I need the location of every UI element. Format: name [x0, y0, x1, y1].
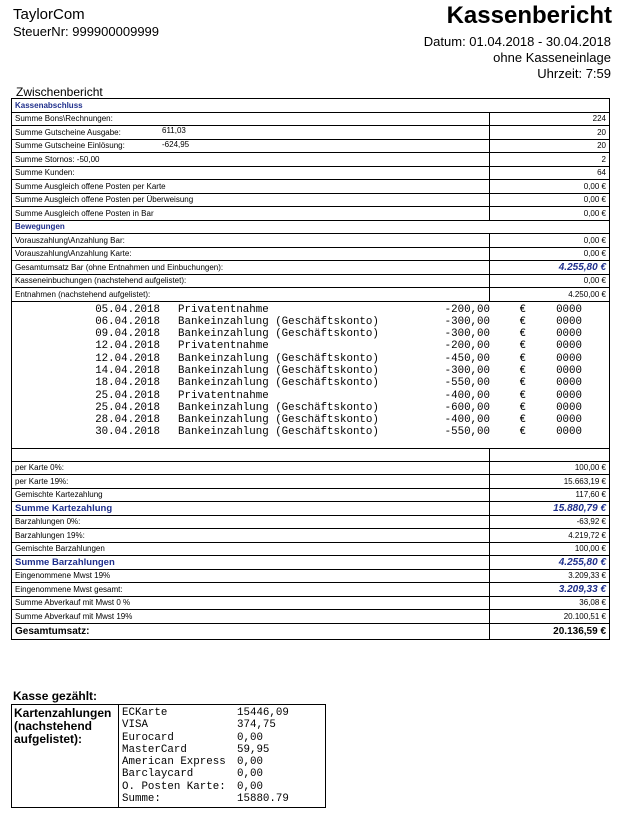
- row-label-cell: [12, 180, 490, 194]
- report-row: [12, 542, 610, 556]
- row-label: Eingenommene Mwst gesamt:: [15, 584, 123, 594]
- entry-code: 0000: [556, 328, 582, 341]
- row-value: 0,00 €: [490, 193, 610, 207]
- report-row: [12, 153, 610, 167]
- report-row: [12, 556, 610, 570]
- entry-currency: €: [519, 303, 526, 316]
- entry-amount: -200,00: [444, 340, 490, 353]
- list-item: [12, 304, 609, 316]
- row-label: Gemischte Kartezahlung: [15, 490, 103, 500]
- report-subtitle: Zwischenbericht: [16, 85, 103, 99]
- report-row: [12, 502, 610, 516]
- entry-code: 0000: [556, 377, 582, 390]
- row-value: 4.255,80 €: [490, 556, 610, 570]
- row-value: 64: [490, 166, 610, 180]
- report-row: [12, 288, 610, 302]
- entry-text: Privatentnahme: [178, 340, 269, 353]
- list-item: [12, 353, 609, 365]
- report-row: [12, 515, 610, 529]
- entry-code: 0000: [556, 303, 582, 316]
- entry-date: 25.04.2018: [95, 389, 160, 402]
- entry-text: Bankeinzahlung (Geschäftskonto): [178, 364, 379, 377]
- report-row: [12, 166, 610, 180]
- report-note: ohne Kasseneinlage: [493, 50, 611, 65]
- entry-amount: -550,00: [444, 426, 490, 439]
- row-label: Summe Bons\Rechnungen:: [15, 114, 113, 124]
- report-row: [12, 193, 610, 207]
- row-label-cell: [12, 261, 490, 275]
- list-item: [122, 756, 322, 768]
- list-item: [12, 390, 609, 402]
- entry-text: Bankeinzahlung (Geschäftskonto): [178, 328, 379, 341]
- entry-amount: -550,00: [444, 377, 490, 390]
- entry-currency: €: [519, 414, 526, 427]
- row-mid-value: -624,95: [162, 139, 190, 149]
- report-row: [12, 596, 610, 610]
- row-label-cell: [12, 139, 490, 153]
- card-name: Summe:: [122, 793, 161, 806]
- row-label: Summe Gutscheine Einlösung:: [15, 141, 125, 151]
- row-value: 3.209,33 €: [490, 569, 610, 583]
- list-item: [122, 707, 322, 719]
- row-value: 0,00 €: [490, 207, 610, 221]
- row-label-cell: [12, 475, 490, 489]
- row-label-cell: [12, 112, 490, 126]
- row-value: 0,00 €: [490, 234, 610, 248]
- row-label-cell: [12, 488, 490, 502]
- report-row: [12, 126, 610, 140]
- row-label: Barzahlungen 0%:: [15, 517, 81, 527]
- entry-text: Bankeinzahlung (Geschäftskonto): [178, 414, 379, 427]
- report-row: [12, 207, 610, 221]
- report-row: [12, 569, 610, 583]
- card-value: 374,75: [237, 719, 276, 732]
- report-row: [12, 475, 610, 489]
- row-label-cell: [12, 502, 490, 516]
- list-item: [12, 328, 609, 340]
- card-value: 0,00: [237, 731, 263, 744]
- row-value: 20: [490, 139, 610, 153]
- row-label: Summe Gutscheine Ausgabe:: [15, 127, 121, 137]
- list-item: [122, 793, 322, 805]
- company-name: TaylorCom: [13, 6, 85, 23]
- entry-date: 05.04.2018: [95, 303, 160, 316]
- row-value: 20: [490, 126, 610, 140]
- entry-amount: -400,00: [444, 389, 490, 402]
- row-label: Summe Stornos: -50,00: [15, 154, 100, 164]
- list-item: [12, 316, 609, 328]
- row-label-cell: [12, 193, 490, 207]
- report-row: [12, 180, 610, 194]
- row-label-cell: [12, 126, 490, 140]
- entry-amount: -300,00: [444, 364, 490, 377]
- row-value: 117,60 €: [490, 488, 610, 502]
- card-name: ECKarte: [122, 707, 168, 719]
- row-value: 3.209,33 €: [490, 583, 610, 597]
- list-item: [122, 781, 322, 793]
- entry-currency: €: [519, 401, 526, 414]
- list-item: [122, 744, 322, 756]
- report-time: Uhrzeit: 7:59: [537, 66, 611, 81]
- row-label: Summe Kartezahlung: [15, 502, 113, 514]
- list-item: [122, 768, 322, 780]
- report-title: Kassenbericht: [446, 2, 612, 29]
- row-label-cell: [12, 569, 490, 583]
- entry-currency: €: [519, 389, 526, 402]
- entry-text: Bankeinzahlung (Geschäftskonto): [178, 377, 379, 390]
- entry-currency: €: [519, 340, 526, 353]
- row-value: 4.219,72 €: [490, 529, 610, 543]
- row-label-cell: [12, 596, 490, 610]
- row-label-cell: [12, 529, 490, 543]
- report-row: [12, 261, 610, 275]
- report-row: [12, 583, 610, 597]
- report-row: [12, 234, 610, 248]
- card-value: 15446,09: [237, 707, 289, 719]
- row-label: Entnahmen (nachstehend aufgelistet):: [15, 289, 151, 299]
- card-name: Barclaycard: [122, 768, 194, 781]
- entry-date: 25.04.2018: [95, 401, 160, 414]
- entry-currency: €: [519, 364, 526, 377]
- row-label: Summe Ausgleich offene Posten per Überweisung: [15, 195, 194, 205]
- entry-currency: €: [519, 315, 526, 328]
- section-kassenabschluss: [12, 99, 610, 113]
- row-value: 100,00 €: [490, 461, 610, 475]
- entry-amount: -600,00: [444, 401, 490, 414]
- entry-date: 28.04.2018: [95, 414, 160, 427]
- entry-date: 09.04.2018: [95, 328, 160, 341]
- row-value: 15.880,79 €: [490, 502, 610, 516]
- row-label: Vorauszahlung\Anzahlung Bar:: [15, 235, 125, 245]
- card-name: Eurocard: [122, 731, 174, 744]
- row-value: -63,92 €: [490, 515, 610, 529]
- kasse-title: Kasse gezählt:: [13, 689, 98, 703]
- list-item: [12, 365, 609, 377]
- list-item: [12, 340, 609, 352]
- row-label: Gesamtumsatz Bar (ohne Entnahmen und Einbuchungen):: [15, 262, 224, 272]
- spacer-cell: [490, 448, 610, 461]
- row-label-cell: [12, 288, 490, 302]
- row-label-cell: [12, 234, 490, 248]
- row-value: 20.100,51 €: [490, 610, 610, 624]
- report-row: [12, 461, 610, 475]
- row-label: Vorauszahlung\Anzahlung Karte:: [15, 249, 132, 259]
- row-label-cell: [12, 247, 490, 261]
- row-label: Summe Abverkauf mit Mwst 19%: [15, 611, 133, 621]
- spacer-cell: [12, 448, 490, 461]
- entry-amount: -300,00: [444, 328, 490, 341]
- list-item: [122, 719, 322, 731]
- row-label-cell: [12, 274, 490, 288]
- report-row: [12, 139, 610, 153]
- kasse-left-label: Kartenzahlungen (nachstehend aufgelistet):: [12, 705, 119, 808]
- list-item: [12, 414, 609, 426]
- row-label-cell: [12, 542, 490, 556]
- report-table: [11, 98, 610, 640]
- entry-code: 0000: [556, 389, 582, 402]
- entry-code: 0000: [556, 364, 582, 377]
- entry-text: Privatentnahme: [178, 303, 269, 316]
- report-row: [12, 529, 610, 543]
- row-value: 15.663,19 €: [490, 475, 610, 489]
- row-value: 100,00 €: [490, 542, 610, 556]
- report-row: [12, 112, 610, 126]
- report-row: [12, 274, 610, 288]
- entnahmen-list-row: [12, 301, 610, 448]
- row-label-cell: [12, 207, 490, 221]
- section-kassenabschluss-label: Kassenabschluss: [12, 99, 610, 113]
- row-label: Barzahlungen 19%:: [15, 530, 85, 540]
- row-value: 4.250,00 €: [490, 288, 610, 302]
- entnahmen-list: [12, 301, 610, 448]
- row-value: 4.255,80 €: [490, 261, 610, 275]
- row-value: 0,00 €: [490, 247, 610, 261]
- entry-amount: -400,00: [444, 414, 490, 427]
- entry-date: 06.04.2018: [95, 315, 160, 328]
- card-name: VISA: [122, 719, 148, 732]
- entry-code: 0000: [556, 401, 582, 414]
- entry-date: 14.04.2018: [95, 364, 160, 377]
- row-label: Summe Kunden:: [15, 168, 75, 178]
- entry-currency: €: [519, 352, 526, 365]
- row-value: 2: [490, 153, 610, 167]
- list-item: [12, 402, 609, 414]
- entry-date: 18.04.2018: [95, 377, 160, 390]
- tax-number: SteuerNr: 999900009999: [13, 24, 160, 39]
- row-mid-value: 611,03: [162, 126, 186, 135]
- card-value: 0,00: [237, 768, 263, 781]
- row-label-cell: [12, 556, 490, 570]
- list-item: [122, 732, 322, 744]
- entry-code: 0000: [556, 340, 582, 353]
- kasse-table: [11, 704, 326, 808]
- card-value: 0,00: [237, 780, 263, 793]
- row-label: per Karte 19%:: [15, 476, 69, 486]
- row-label-cell: [12, 166, 490, 180]
- section-bewegungen-label: Bewegungen: [12, 220, 610, 234]
- row-label: Kasseneinbuchungen (nachstehend aufgelistet):: [15, 276, 187, 286]
- row-value: 224: [490, 112, 610, 126]
- row-label-cell: [12, 153, 490, 167]
- card-value: 15880.79: [237, 793, 289, 806]
- row-label-cell: [12, 461, 490, 475]
- row-value: 36,08 €: [490, 596, 610, 610]
- entry-amount: -200,00: [444, 303, 490, 316]
- row-label-cell: [12, 623, 490, 639]
- row-value: 20.136,59 €: [490, 623, 610, 639]
- row-label: Summe Abverkauf mit Mwst 0 %: [15, 598, 131, 608]
- row-label: Summe Ausgleich offene Posten per Karte: [15, 181, 166, 191]
- entry-date: 12.04.2018: [95, 352, 160, 365]
- card-value: 0,00: [237, 756, 263, 769]
- report-row: [12, 247, 610, 261]
- row-value: 0,00 €: [490, 180, 610, 194]
- card-name: MasterCard: [122, 743, 187, 756]
- entry-currency: €: [519, 377, 526, 390]
- entry-code: 0000: [556, 414, 582, 427]
- card-value: 59,95: [237, 743, 270, 756]
- entry-currency: €: [519, 328, 526, 341]
- entry-code: 0000: [556, 315, 582, 328]
- report-row: [12, 610, 610, 624]
- entry-text: Bankeinzahlung (Geschäftskonto): [178, 352, 379, 365]
- row-label-cell: [12, 515, 490, 529]
- list-item: [12, 426, 609, 438]
- card-name: O. Posten Karte:: [122, 780, 226, 793]
- entry-amount: -450,00: [444, 352, 490, 365]
- entry-date: 30.04.2018: [95, 426, 160, 439]
- card-name: American Express: [122, 756, 226, 769]
- entry-currency: €: [519, 426, 526, 439]
- row-label: Gesamtumsatz:: [15, 625, 90, 637]
- report-period: Datum: 01.04.2018 - 30.04.2018: [423, 34, 611, 49]
- section-bewegungen: [12, 220, 610, 234]
- entry-code: 0000: [556, 426, 582, 439]
- row-label: Gemischte Barzahlungen: [15, 544, 105, 554]
- list-item: [12, 377, 609, 389]
- entry-text: Privatentnahme: [178, 389, 269, 402]
- entry-code: 0000: [556, 352, 582, 365]
- row-label: per Karte 0%:: [15, 463, 64, 473]
- entry-text: Bankeinzahlung (Geschäftskonto): [178, 315, 379, 328]
- row-label: Summe Ausgleich offene Posten in Bar: [15, 208, 154, 218]
- report-row: [12, 488, 610, 502]
- report-row: [12, 623, 610, 639]
- entry-amount: -300,00: [444, 315, 490, 328]
- entry-text: Bankeinzahlung (Geschäftskonto): [178, 426, 379, 439]
- row-value: 0,00 €: [490, 274, 610, 288]
- row-label-cell: [12, 583, 490, 597]
- row-label: Eingenommene Mwst 19%: [15, 571, 111, 581]
- spacer-row: [12, 448, 610, 461]
- row-label-cell: [12, 610, 490, 624]
- entry-date: 12.04.2018: [95, 340, 160, 353]
- kasse-card-list: [119, 705, 326, 808]
- entry-text: Bankeinzahlung (Geschäftskonto): [178, 401, 379, 414]
- row-label: Summe Barzahlungen: [15, 556, 115, 568]
